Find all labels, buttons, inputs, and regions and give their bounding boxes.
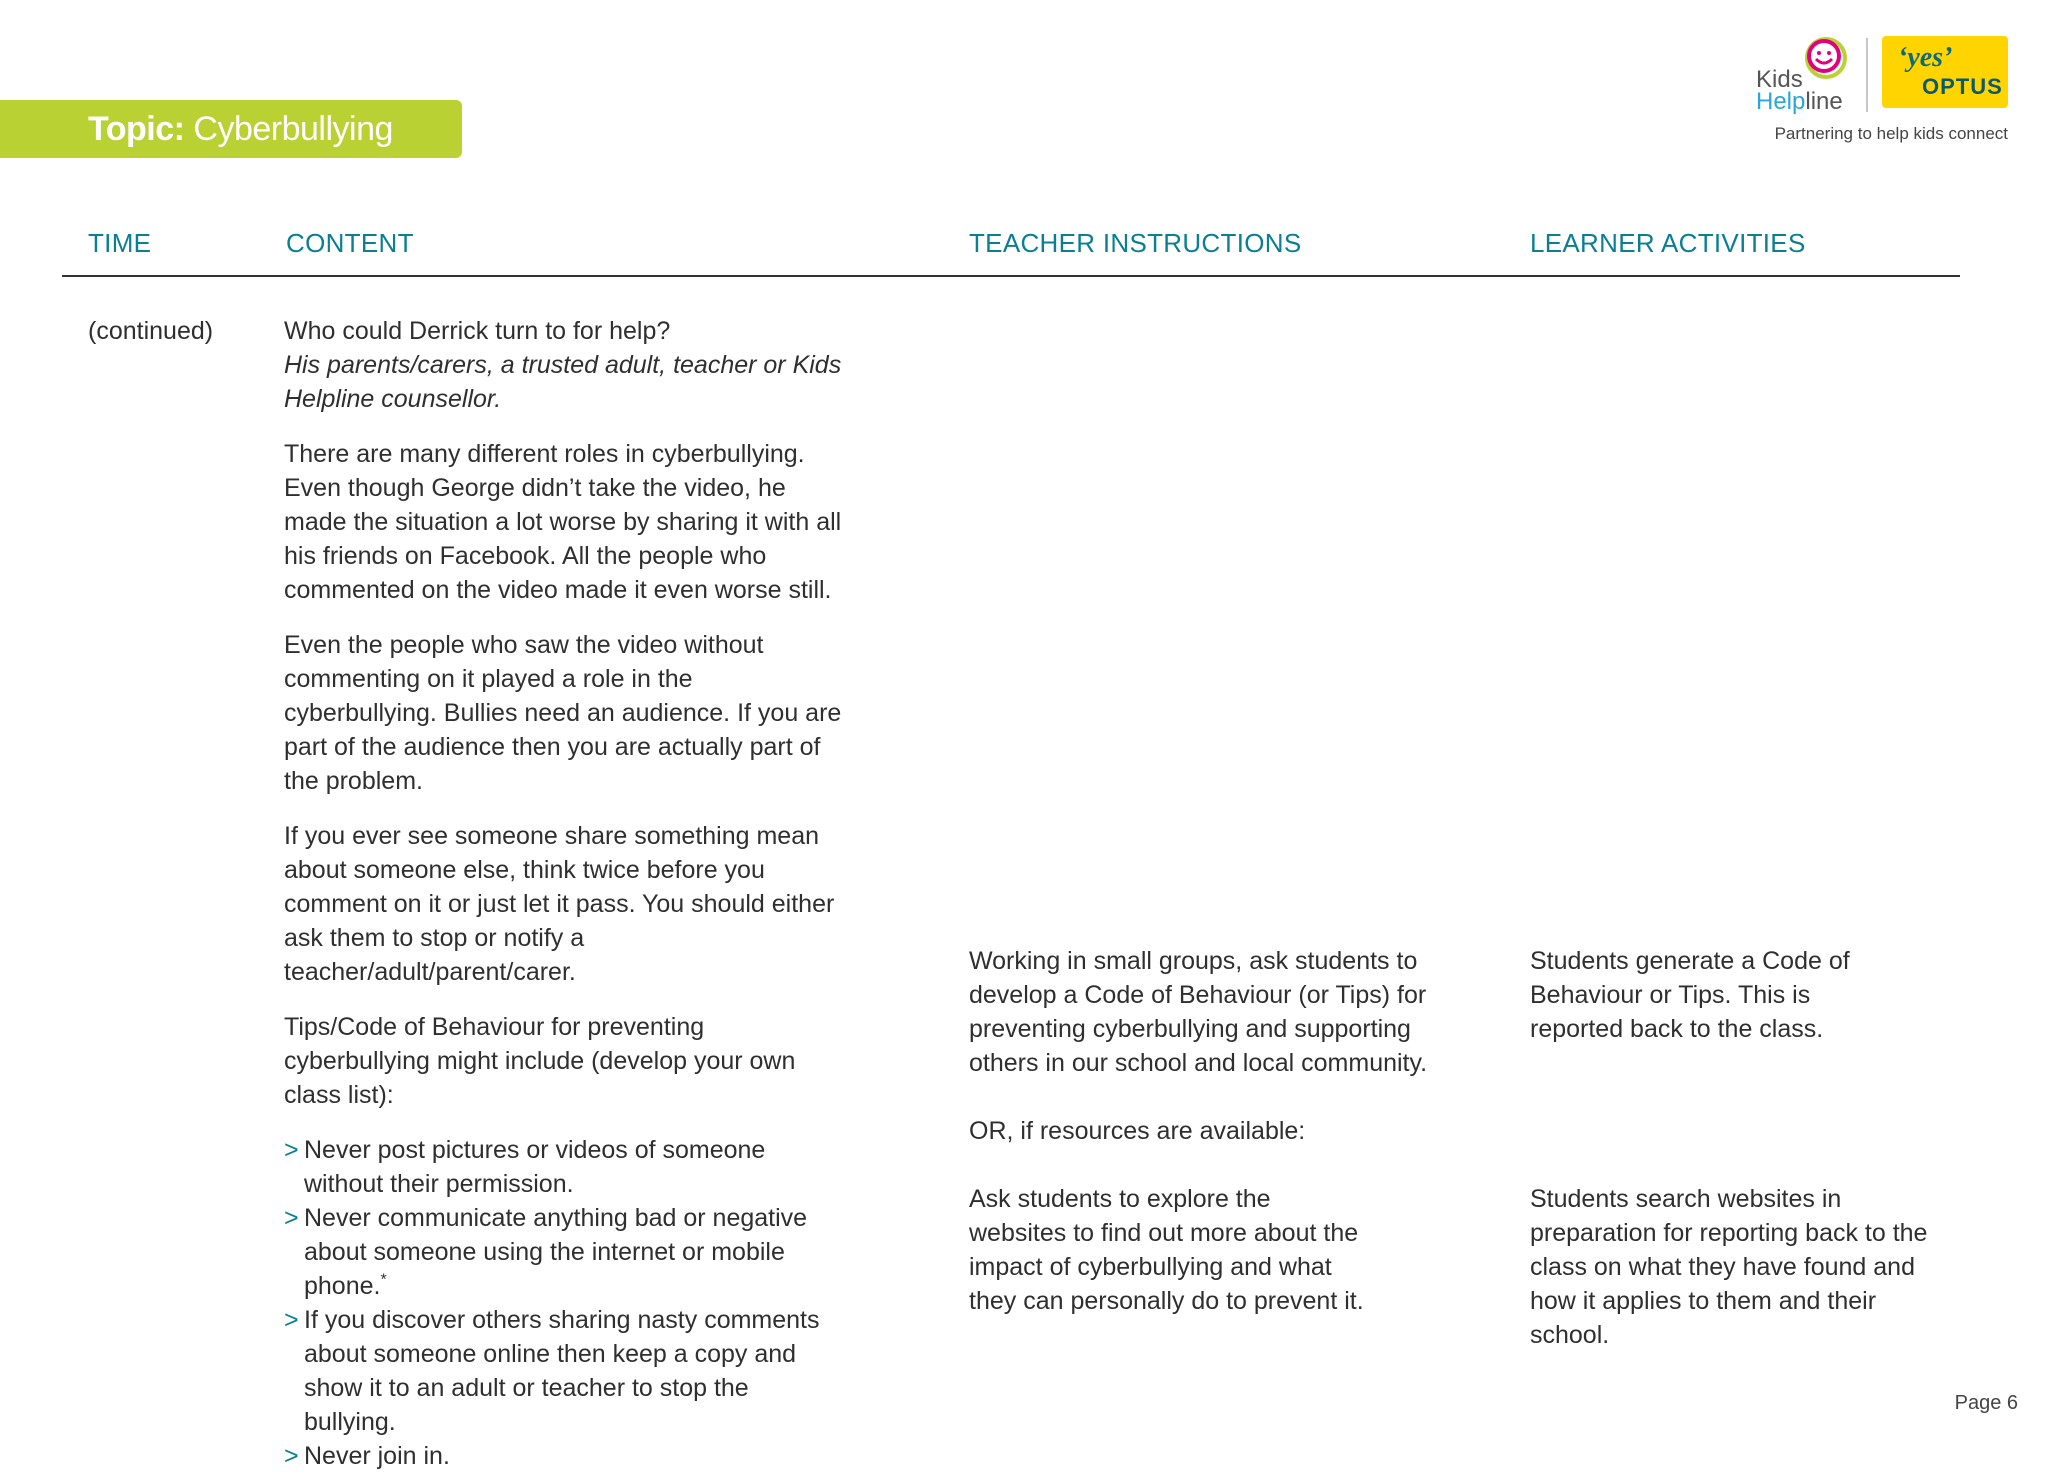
teacher-column: [969, 944, 1429, 1318]
content-column: [284, 314, 844, 1473]
learner-activity-2: Students search websites in preparation for reporting back to the class on what they have found and how it applies to them and their school.: [1530, 1185, 1928, 1349]
optus-logo: [1882, 36, 2008, 108]
partner-logos: [1754, 34, 2014, 154]
list-item: > Never join in.: [284, 1439, 844, 1473]
list-item: > Never post pictures or videos of someone without their permission.: [284, 1133, 844, 1201]
page-number: Page 6: [1954, 1392, 2018, 1414]
header-rule: [62, 275, 1960, 277]
learner-column: [1530, 944, 1960, 1352]
content-para-2: Even the people who saw the video without commenting on it played a role in the cyberbullying. Bullies need an audience. If you are part of the audience then you are actually part of the problem.: [284, 631, 842, 795]
time-cell: (continued): [88, 317, 214, 345]
optus-name-text: OPTUS: [1922, 74, 2003, 99]
bullet-arrow-icon: >: [284, 1204, 299, 1232]
teacher-instruction-1: Working in small groups, ask students to develop a Code of Behaviour (or Tips) for preventing cyberbullying and supporting others in our school and local community.: [969, 947, 1428, 1077]
footnote-mark: *: [380, 1271, 387, 1289]
teacher-instruction-2: OR, if resources are available:: [969, 1117, 1306, 1145]
content-para-1: There are many different roles in cyberbullying. Even though George didn’t take the video, he made the situation a lot worse by sharing it with all his friends on Facebook. All the people who commented on the video made it even worse still.: [284, 440, 842, 604]
kids-helpline-logo: [1754, 34, 1866, 114]
list-item: > If you discover others sharing nasty comments about someone online then keep a copy and show it to an adult or teacher to stop the bullying.: [284, 1303, 844, 1439]
topic-label: Topic:: [88, 110, 185, 148]
topic-title: Cyberbullying Lesson 1: [88, 110, 393, 206]
content-question: Who could Derrick turn to for help?: [284, 317, 671, 345]
bullet-arrow-icon: >: [284, 1306, 299, 1334]
tips-list: [284, 1133, 844, 1473]
teacher-instruction-3: Ask students to explore the websites to find out more about the impact of cyberbullying and what they can personally do to prevent it.: [969, 1185, 1364, 1315]
logo-text-helpline: Helpline: [1756, 88, 1843, 115]
learner-activity-1: Students generate a Code of Behaviour or Tips. This is reported back to the class.: [1530, 947, 1850, 1043]
logo-divider: [1866, 38, 1868, 112]
bullet-arrow-icon: >: [284, 1442, 299, 1470]
optus-yes-text: ‘yes’: [1898, 42, 1953, 73]
col-header-time: TIME: [88, 228, 152, 258]
logo-text-kids: Kids: [1756, 66, 1803, 93]
bullet-arrow-icon: >: [284, 1136, 299, 1164]
list-item: > Never communicate anything bad or negative about someone using the internet or mobile phone.*: [284, 1201, 844, 1303]
content-tips-intro: Tips/Code of Behaviour for preventing cyberbullying might include (develop your own class list):: [284, 1013, 796, 1109]
content-para-3: If you ever see someone share something mean about someone else, think twice before you comment on it or just let it pass. You should either ask them to stop or notify a teacher/adult/parent/carer.: [284, 822, 835, 986]
col-header-content: CONTENT: [286, 228, 414, 258]
content-answer: His parents/carers, a trusted adult, teacher or Kids Helpline counsellor.: [284, 351, 842, 413]
tagline: Partnering to help kids connect: [1774, 124, 2008, 143]
col-header-learner: LEARNER ACTIVITIES: [1530, 228, 1806, 258]
smiley-face-icon: [1802, 34, 1850, 82]
topic-banner: [0, 100, 462, 206]
col-header-teacher: TEACHER INSTRUCTIONS: [969, 228, 1302, 258]
